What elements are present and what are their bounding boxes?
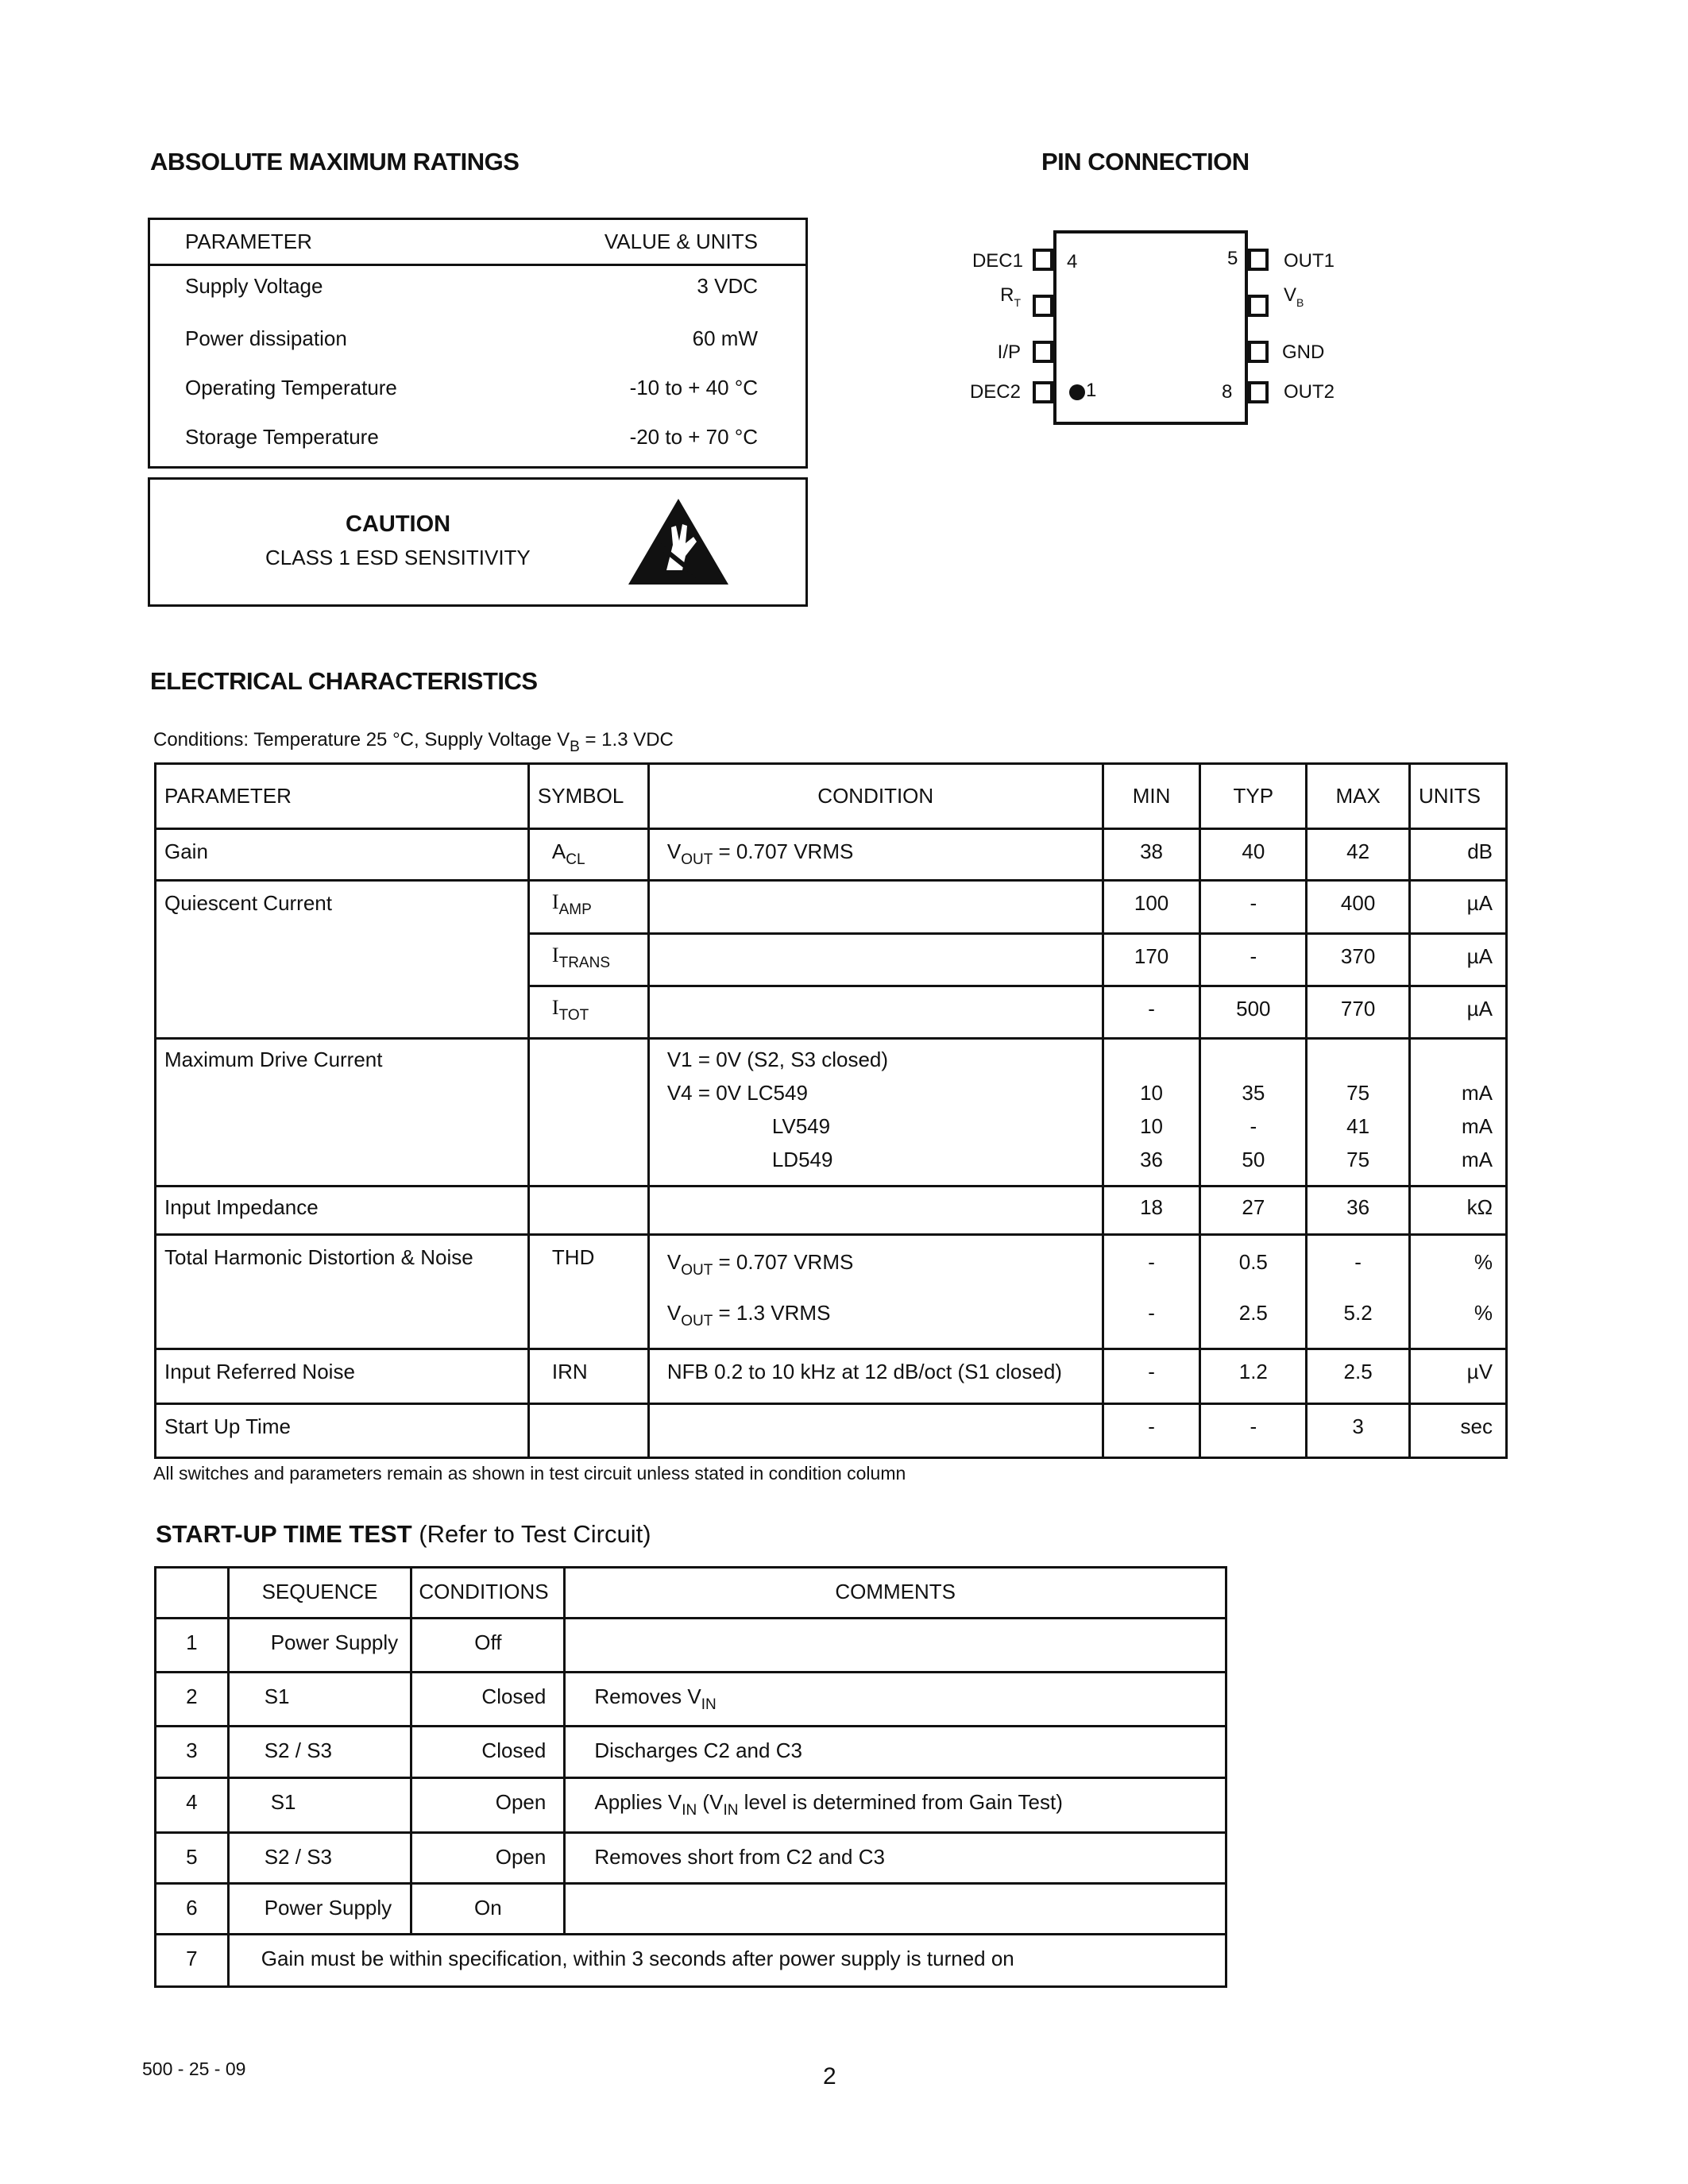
comment-cell [565,1884,1226,1935]
col-header: TYP [1200,764,1307,829]
conditions-cell: Closed [411,1727,565,1778]
pin-number: 5 [1227,248,1238,269]
condition-cell: V1 = 0V (S2, S3 closed) V4 = 0V LC549 LV549 LD549 [648,1039,1103,1187]
doc-number: 500 - 25 - 09 [142,2059,246,2079]
typ-cell: - [1200,881,1307,934]
comment-cell [565,1619,1226,1673]
max-cell: 370 [1307,934,1410,986]
parameter-cell: Gain [156,829,529,881]
condition-cell: $V_{OUT} = 0.707$ VRMS $V_{OUT} = 1.3$ VRMS [648,1235,1103,1349]
col-header: COMMENTS [565,1568,1226,1619]
table-row [150,315,805,365]
min-cell: - - [1103,1235,1200,1349]
units-cell: mA mA mA [1410,1039,1507,1187]
startup-title: START-UP TIME TEST (Refer to Test Circuit) [156,1520,651,1548]
col-header: SEQUENCE [228,1568,411,1619]
units-cell: dB [1410,829,1507,881]
conditions-cell: Closed [411,1673,565,1727]
table-row [150,365,805,414]
sequence-cell: Power Supply [228,1619,411,1673]
parameter-cell: Total Harmonic Distortion & Noise [156,1235,529,1349]
caution-box [148,477,808,607]
value-cell: 3 VDC [697,274,758,298]
table-header-row [156,764,1507,829]
startup-test-table [154,1566,1227,1988]
min-cell: 18 [1103,1187,1200,1235]
max-cell: 400 [1307,881,1410,934]
table-row [156,881,1507,934]
col-header: SYMBOL [528,764,648,829]
col-header: PARAMETER [185,230,312,253]
max-cell: 2.5 [1307,1349,1410,1404]
min-cell: - [1103,1349,1200,1404]
parameter-cell: Supply Voltage [185,274,323,298]
electrical-characteristics-table [154,762,1508,1459]
step-number: 6 [156,1884,229,1935]
table-row [156,1833,1226,1884]
table-row [150,266,805,315]
parameter-cell: Start Up Time [156,1404,529,1458]
units-cell: µA [1410,881,1507,934]
elec-title: ELECTRICAL CHARACTERISTICS [150,667,538,695]
condition-cell: $V_{OUT} = 0.707$ VRMS [648,829,1103,881]
step-number: 7 [156,1935,229,1987]
esd-warning-icon [627,497,730,586]
min-cell: 38 [1103,829,1200,881]
sequence-cell: S1 [228,1673,411,1727]
table-row [156,1619,1226,1673]
pin-connection-title: PIN CONNECTION [1041,148,1250,176]
comment-cell: Removes $V_{IN}$ [565,1673,1226,1727]
parameter-cell: Storage Temperature [185,425,379,449]
units-cell: µA [1410,934,1507,986]
comment-cell: Removes short from C2 and C3 [565,1833,1226,1884]
conditions-cell: Open [411,1833,565,1884]
conditions-cell: On [411,1884,565,1935]
min-cell: 10 10 36 [1103,1039,1200,1187]
max-cell: - 5.2 [1307,1235,1410,1349]
symbol-cell: IRN [528,1349,648,1404]
typ-cell: 500 [1200,986,1307,1039]
conditions-cell: Off [411,1619,565,1673]
symbol-cell [528,1039,648,1187]
pin-label: $V_B$ [1284,284,1304,309]
col-header: CONDITION [648,764,1103,829]
comment-cell: Gain must be within specification, within 3 seconds after power supply is turned on [228,1935,1226,1987]
col-header: MAX [1307,764,1410,829]
caution-title: CAUTION [346,511,451,537]
symbol-cell: THD [528,1235,648,1349]
sequence-cell: S2 / S3 [228,1727,411,1778]
symbol-cell: $A_{CL}$ [528,829,648,881]
table-row [156,1349,1507,1404]
value-cell: -20 to + 70 °C [629,425,758,449]
sequence-cell: S2 / S3 [228,1833,411,1884]
step-number: 2 [156,1673,229,1727]
table-row [156,1778,1226,1833]
typ-cell: - [1200,934,1307,986]
parameter-cell: Maximum Drive Current [156,1039,529,1187]
abs-max-title: ABSOLUTE MAXIMUM RATINGS [150,148,520,176]
min-cell: 100 [1103,881,1200,934]
max-cell: 42 [1307,829,1410,881]
conditions-cell: Open [411,1778,565,1833]
symbol-cell: $I_{TOT}$ [528,986,648,1039]
max-cell: 770 [1307,986,1410,1039]
pin-label: DEC2 [969,381,1021,403]
parameter-cell: Input Referred Noise [156,1349,529,1404]
typ-cell: 40 [1200,829,1307,881]
min-cell: - [1103,1404,1200,1458]
pin-number: 4 [1067,251,1078,272]
pin-number: 8 [1222,381,1233,403]
comment-cell: Discharges C2 and C3 [565,1727,1226,1778]
condition-cell: NFB 0.2 to 10 kHz at 12 dB/oct (S1 closed) [648,1349,1103,1404]
typ-cell: - [1200,1404,1307,1458]
step-number: 5 [156,1833,229,1884]
comment-cell: Applies $V_{IN}$ ($V_{IN}$ level is determined from Gain Test) [565,1778,1226,1833]
caution-text: CLASS 1 ESD SENSITIVITY [265,546,531,569]
symbol-cell: $I_{TRANS}$ [528,934,648,986]
sequence-cell: Power Supply [228,1884,411,1935]
units-cell: sec [1410,1404,1507,1458]
parameter-cell: Operating Temperature [185,376,397,399]
table-header-row [156,1568,1226,1619]
conditions-text: Conditions: Temperature 25 °C, Supply Voltage $V_B = 1.3$ VDC [153,729,674,755]
step-number: 4 [156,1778,229,1833]
pin-label: $R_T$ [1000,284,1021,309]
table-row [156,1235,1507,1349]
parameter-cell: Input Impedance [156,1187,529,1235]
pin-label: I/P [997,341,1021,363]
units-cell: µV [1410,1349,1507,1404]
pin-label: OUT1 [1284,250,1335,272]
pin-label: DEC1 [971,250,1023,272]
typ-cell: 1.2 [1200,1349,1307,1404]
table-row [156,829,1507,881]
table-row [156,1404,1507,1458]
abs-max-table [148,218,808,469]
col-header: MIN [1103,764,1200,829]
step-number: 1 [156,1619,229,1673]
symbol-cell: $I_{AMP}$ [528,881,648,934]
typ-cell: 35 - 50 [1200,1039,1307,1187]
col-header: CONDITIONS [411,1568,565,1619]
min-cell: - [1103,986,1200,1039]
table-row [150,414,805,463]
table-row [156,1187,1507,1235]
table-row [156,1673,1226,1727]
value-cell: -10 to + 40 °C [629,376,758,399]
units-cell: µA [1410,986,1507,1039]
table-row [156,1935,1226,1987]
table-footnote: All switches and parameters remain as shown in test circuit unless stated in condition column [153,1463,906,1484]
max-cell: 3 [1307,1404,1410,1458]
col-header: PARAMETER [156,764,529,829]
page-number: 2 [823,2063,836,2089]
sequence-cell: S1 [228,1778,411,1833]
table-row [156,1727,1226,1778]
typ-cell: 27 [1200,1187,1307,1235]
units-cell: % % [1410,1235,1507,1349]
pin-label: OUT2 [1284,381,1335,403]
pin-number: 1 [1086,380,1097,401]
units-cell: kΩ [1410,1187,1507,1235]
table-row [156,1039,1507,1187]
max-cell: 36 [1307,1187,1410,1235]
pin-label: GND [1282,341,1325,363]
min-cell: 170 [1103,934,1200,986]
parameter-cell: Power dissipation [185,326,347,350]
step-number: 3 [156,1727,229,1778]
value-cell: 60 mW [692,326,758,350]
col-header: VALUE & UNITS [604,230,758,253]
parameter-cell: Quiescent Current [156,881,529,1039]
max-cell: 75 41 75 [1307,1039,1410,1187]
pin1-dot-icon [1069,384,1085,400]
col-header: UNITS [1410,764,1507,829]
table-row [156,1884,1226,1935]
typ-cell: 0.5 2.5 [1200,1235,1307,1349]
